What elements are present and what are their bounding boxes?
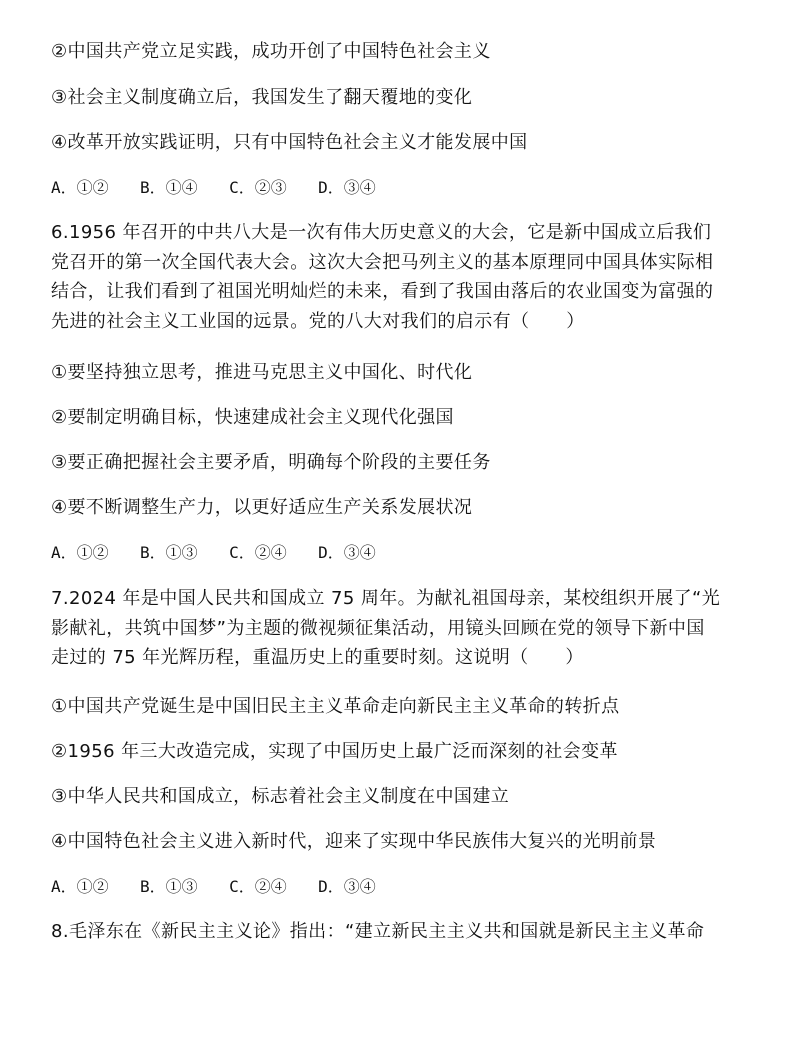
- question-6-choices: [51, 541, 402, 565]
- question-7-choice-a: A．①②: [51, 877, 109, 896]
- question-6-line-4: 先进的社会主义工业国的远景。党的八大对我们的启示有（ ）: [51, 310, 585, 332]
- question-7-choices: [51, 875, 402, 899]
- pre-choices: [51, 176, 402, 200]
- pre-choice-a: A．①②: [51, 178, 109, 197]
- question-7-item-3: ③中华人民共和国成立，标志着社会主义制度在中国建立: [51, 786, 510, 807]
- question-6-choice-b: B．①③: [140, 543, 198, 562]
- question-7-item-4: ④中国特色社会主义进入新时代，迎来了实现中华民族伟大复兴的光明前景: [51, 831, 657, 852]
- question-7-choice-d: D．③④: [318, 877, 376, 896]
- question-6-line-2: 党召开的第一次全国代表大会。这次大会把马列主义的基本原理同中国具体实际相: [51, 251, 714, 273]
- pre-item-4: ④改革开放实践证明，只有中国特色社会主义才能发展中国: [51, 132, 528, 153]
- question-6-choice-a: A．①②: [51, 543, 109, 562]
- pre-choice-d: D．③④: [318, 178, 376, 197]
- pre-item-3: ③社会主义制度确立后，我国发生了翻天覆地的变化: [51, 87, 473, 108]
- question-6-choice-d: D．③④: [318, 543, 376, 562]
- question-6-item-1: ①要坚持独立思考，推进马克思主义中国化、时代化: [51, 362, 473, 383]
- question-6-item-3: ③要正确把握社会主要矛盾，明确每个阶段的主要任务: [51, 452, 491, 473]
- question-6-choice-c: C．②④: [229, 543, 287, 562]
- question-7-item-2: ②1956 年三大改造完成，实现了中国历史上最广泛而深刻的社会变革: [51, 741, 618, 762]
- question-7-line-2: 影献礼，共筑中国梦”为主题的微视频征集活动，用镜头回顾在党的领导下新中国: [51, 617, 705, 639]
- question-7-choice-b: B．①③: [140, 877, 198, 896]
- question-6-stem: [51, 218, 781, 336]
- pre-item-2: ②中国共产党立足实践，成功开创了中国特色社会主义: [51, 41, 491, 62]
- question-6-item-4: ④要不断调整生产力，以更好适应生产关系发展状况: [51, 497, 473, 518]
- question-6-line-1: 6.1956 年召开的中共八大是一次有伟大历史意义的大会，它是新中国成立后我们: [51, 222, 712, 243]
- question-7-choice-c: C．②④: [229, 877, 287, 896]
- question-6-line-3: 结合，让我们看到了祖国光明灿烂的未来，看到了我国由落后的农业国变为富强的: [51, 281, 714, 302]
- pre-choice-b: B．①④: [140, 178, 198, 197]
- pre-choice-c: C．②③: [229, 178, 287, 197]
- question-6-item-2: ②要制定明确目标，快速建成社会主义现代化强国: [51, 407, 454, 428]
- question-8-line-1: 8.毛泽东在《新民主主义论》指出：“建立新民主主义共和国就是新民主主义革命: [51, 921, 705, 942]
- question-7-item-1: ①中国共产党诞生是中国旧民主主义革命走向新民主主义革命的转折点: [51, 696, 620, 717]
- question-7-line-3: 走过的 75 年光辉历程，重温历史上的重要时刻。这说明（ ）: [51, 647, 584, 668]
- question-7-line-1: 7.2024 年是中国人民共和国成立 75 周年。为献礼祖国母亲，某校组织开展了“光: [51, 588, 721, 609]
- question-7-stem: [51, 584, 781, 673]
